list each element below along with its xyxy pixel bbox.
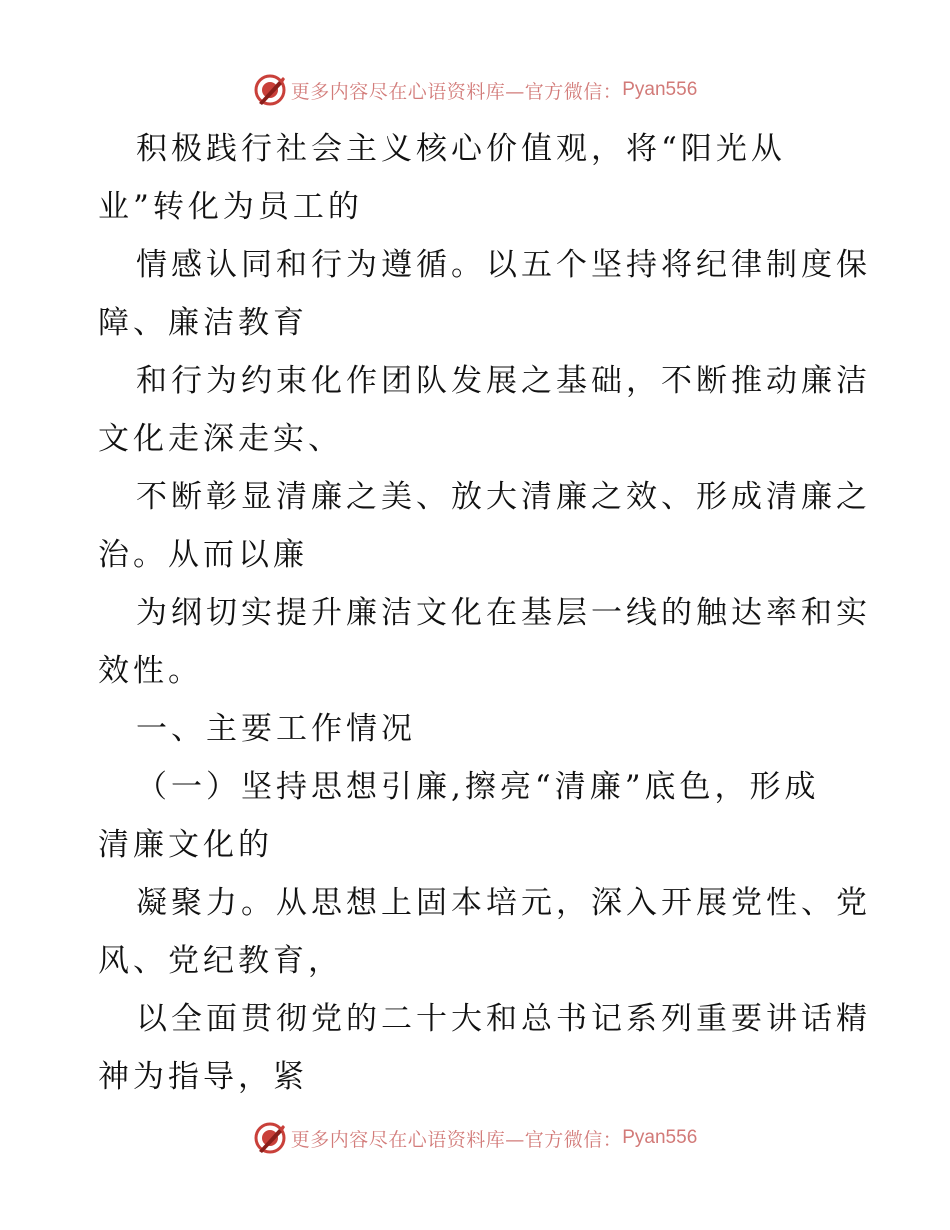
watermark-footer — [0, 1118, 950, 1158]
section-heading: 一、主要工作情况 — [136, 711, 416, 747]
paragraph-line: 治。从而以廉 — [98, 537, 308, 573]
paragraph-line: 效性。 — [98, 653, 203, 689]
subsection-heading: （一）坚持思想引廉,擦亮“清廉”底色，形成 — [136, 769, 820, 805]
paragraph-line: 积极践行社会主义核心价值观，将“阳光从 — [136, 131, 786, 167]
watermark-text: 更多内容尽在心语资料库—官方微信： — [290, 1128, 623, 1151]
paragraph-line: 神为指导，紧 — [98, 1059, 308, 1095]
paragraph-line: 不断彰显清廉之美、放大清廉之效、形成清廉之 — [136, 479, 871, 515]
paragraph-line: 清廉文化的 — [98, 827, 273, 863]
paragraph-line: 情感认同和行为遵循。以五个坚持将纪律制度保 — [136, 247, 871, 283]
pen-logo-icon — [253, 1121, 287, 1155]
paragraph-line: 风、党纪教育， — [98, 943, 343, 979]
paragraph-line: 为纲切实提升廉洁文化在基层一线的触达率和实 — [136, 595, 871, 631]
paragraph-line: 业”转化为员工的 — [98, 189, 363, 225]
paragraph-line: 文化走深走实、 — [98, 421, 343, 457]
paragraph-line: 凝聚力。从思想上固本培元，深入开展党性、党 — [136, 885, 871, 921]
watermark-handle: Pyan556 — [622, 79, 698, 100]
body-text — [0, 120, 950, 1106]
paragraph-line: 和行为约束化作团队发展之基础，不断推动廉洁 — [136, 363, 871, 399]
watermark-text: 更多内容尽在心语资料库—官方微信： — [290, 80, 623, 103]
watermark-handle: Pyan556 — [622, 1127, 698, 1148]
paragraph-line: 障、廉洁教育 — [98, 305, 308, 341]
pen-logo-icon — [253, 73, 287, 107]
paragraph-line: 以全面贯彻党的二十大和总书记系列重要讲话精 — [136, 1001, 871, 1037]
watermark-header — [0, 70, 950, 110]
